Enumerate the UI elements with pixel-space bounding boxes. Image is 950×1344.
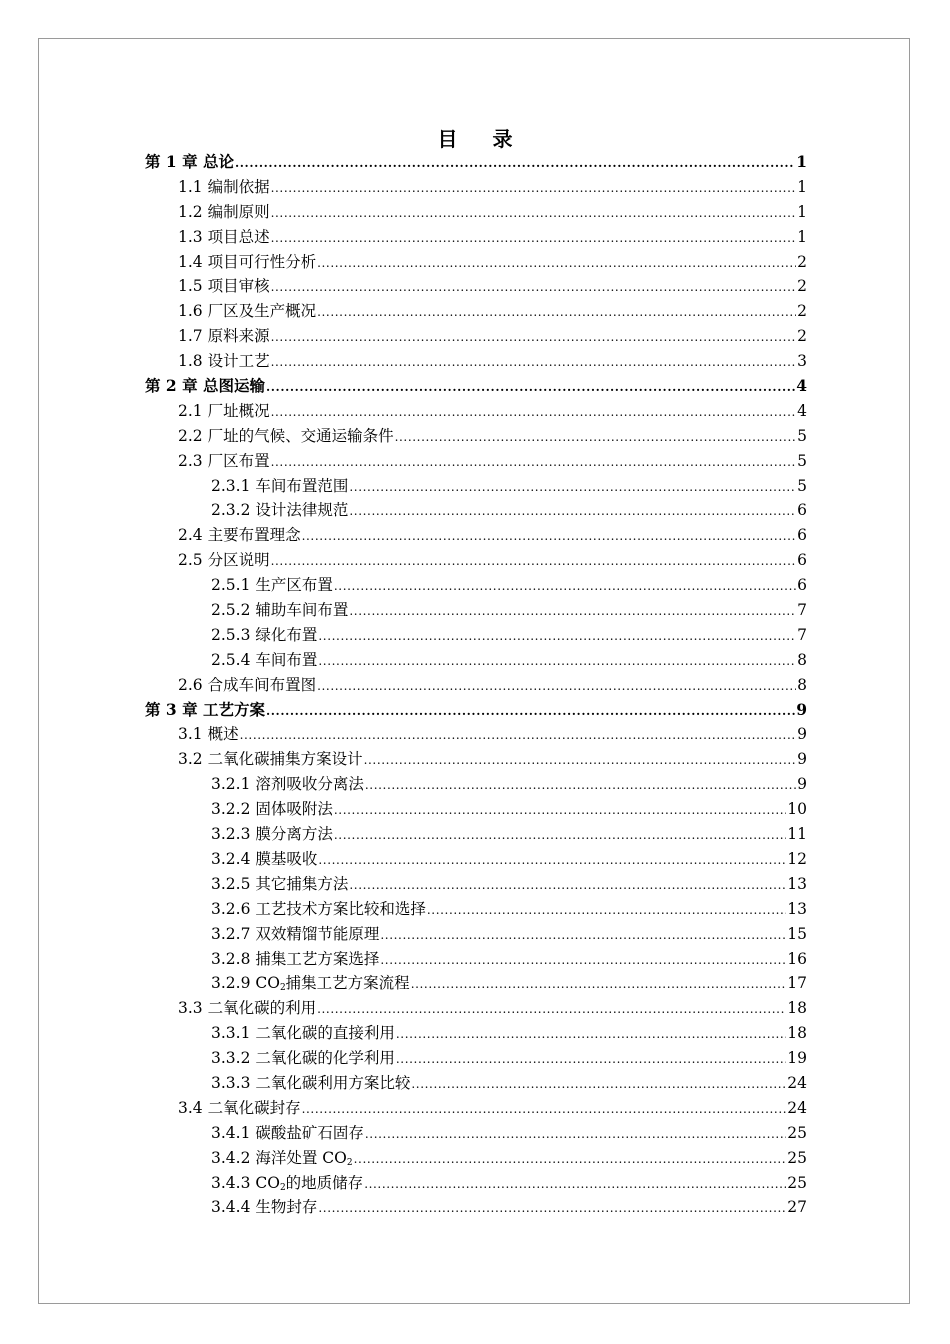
toc-leader-dots: [318, 853, 786, 867]
toc-leader-dots: [318, 629, 796, 643]
toc-entry-label: 第 1 章 总论: [145, 152, 234, 171]
toc-entry[interactable]: [145, 349, 807, 374]
toc-entry-page: 4: [797, 401, 807, 420]
toc-entry[interactable]: [145, 324, 807, 349]
toc-entry[interactable]: [145, 449, 807, 474]
toc-entry[interactable]: [145, 1171, 807, 1196]
toc-entry-page: 27: [787, 1198, 807, 1217]
toc-entry-label: 3.1 概述: [178, 725, 239, 744]
toc-entry[interactable]: [145, 175, 807, 200]
toc-entry-label: 1.8 设计工艺: [178, 352, 270, 371]
toc-entry-page: 1: [797, 202, 807, 221]
toc-entry-label: 3.4 二氧化碳封存: [178, 1098, 301, 1117]
toc-entry-page: 9: [796, 699, 807, 719]
toc-entry-page: 1: [796, 152, 807, 171]
toc-entry-page: 17: [787, 974, 807, 993]
toc-entry[interactable]: [145, 548, 807, 573]
toc-entry-page: 25: [787, 1173, 807, 1192]
toc-leader-dots: [349, 878, 786, 892]
toc-entry-label: 3.2.9 $CO_2$捕集工艺方案流程: [211, 974, 410, 994]
toc-leader-dots: [271, 280, 797, 294]
toc-entry-page: 8: [797, 675, 807, 694]
toc-entry-label: 3.2.7 双效精馏节能原理: [211, 924, 380, 943]
toc-entry[interactable]: [145, 200, 807, 225]
toc-leader-dots: [365, 778, 796, 792]
toc-leader-dots: [364, 1177, 786, 1191]
toc-entry-label: 3.3.2 二氧化碳的化学利用: [211, 1049, 395, 1068]
toc-entry[interactable]: [145, 474, 807, 499]
toc-entry[interactable]: [145, 872, 807, 897]
toc-entry-label: 3.4.1 碳酸盐矿石固存: [211, 1123, 364, 1142]
toc-entry[interactable]: [145, 498, 807, 523]
toc-entry-label: 2.5.2 辅助车间布置: [211, 601, 349, 620]
toc-entry-label: 3.2.5 其它捕集方法: [211, 874, 349, 893]
toc-entry-label: 1.5 项目审核: [178, 277, 270, 296]
toc-entry[interactable]: [145, 747, 807, 772]
toc-entry[interactable]: [145, 1195, 807, 1220]
toc-entry-label: 2.3.2 设计法律规范: [211, 501, 349, 520]
toc-leader-dots: [334, 828, 786, 842]
toc-entry-label: 1.7 原料来源: [178, 327, 270, 346]
toc-entry-label: 2.5.3 绿化布置: [211, 625, 318, 644]
toc-entry-page: 2: [797, 277, 807, 296]
toc-entry-page: 4: [796, 376, 807, 396]
toc-entry-page: 25: [787, 1148, 807, 1167]
toc-entry[interactable]: [145, 225, 807, 250]
toc-entry-label: 3.2 二氧化碳捕集方案设计: [178, 750, 363, 769]
toc-entry-page: 6: [797, 551, 807, 570]
toc-entry[interactable]: [145, 698, 807, 723]
toc-leader-dots: [411, 1077, 786, 1091]
toc-leader-dots: [318, 1201, 786, 1215]
toc-entry-label: 3.2.6 工艺技术方案比较和选择: [211, 899, 426, 918]
toc-leader-dots: [349, 480, 796, 494]
toc-entry-label: 2.3 厂区布置: [178, 451, 270, 470]
toc-entry-label: 3.2.1 溶剂吸收分离法: [211, 775, 364, 794]
toc-leader-dots: [318, 654, 796, 668]
toc-entry[interactable]: [145, 274, 807, 299]
toc-entry[interactable]: [145, 1021, 807, 1046]
toc-entry-page: 9: [797, 750, 807, 769]
toc-entry-page: 2: [797, 252, 807, 271]
toc-entry-page: 18: [787, 999, 807, 1018]
toc-entry[interactable]: [145, 374, 807, 399]
toc-entry-page: 6: [797, 526, 807, 545]
toc-entry-label: 3.2.3 膜分离方法: [211, 825, 333, 844]
toc-entry[interactable]: [145, 299, 807, 324]
toc-entry-page: 12: [787, 849, 807, 868]
toc-leader-dots: [317, 256, 796, 270]
toc-leader-dots: [240, 728, 797, 742]
toc-entry-page: 24: [787, 1073, 807, 1092]
toc-entry[interactable]: [145, 847, 807, 872]
toc-entry[interactable]: [145, 399, 807, 424]
toc-entry-page: 5: [797, 426, 807, 445]
toc-entry[interactable]: [145, 996, 807, 1021]
toc-entry-page: 16: [787, 949, 807, 968]
toc-leader-dots: [266, 380, 795, 394]
toc-entry-label: 2.3.1 车间布置范围: [211, 476, 349, 495]
toc-entry-page: 9: [797, 725, 807, 744]
toc-leader-dots: [271, 330, 797, 344]
toc-leader-dots: [271, 554, 797, 568]
toc-entry-page: 1: [797, 227, 807, 246]
toc-entry-page: 3: [797, 352, 807, 371]
toc-entry-page: 9: [797, 775, 807, 794]
toc-entry[interactable]: [145, 971, 807, 996]
toc-entry-label: 3.3.3 二氧化碳利用方案比较: [211, 1073, 411, 1092]
toc-entry-page: 5: [797, 476, 807, 495]
toc-leader-dots: [396, 1052, 786, 1066]
toc-entry-label: 3.2.4 膜基吸收: [211, 849, 318, 868]
toc-entry-page: 19: [787, 1049, 807, 1068]
toc-leader-dots: [395, 430, 797, 444]
toc-entry-page: 18: [787, 1024, 807, 1043]
toc-leader-dots: [271, 355, 797, 369]
toc-entry[interactable]: [145, 1071, 807, 1096]
toc-entry[interactable]: [145, 772, 807, 797]
toc-leader-dots: [334, 579, 796, 593]
toc-entry-page: 13: [787, 899, 807, 918]
toc-leader-dots: [317, 305, 796, 319]
toc-entry-page: 10: [787, 800, 807, 819]
toc-entry-label: 2.6 合成车间布置图: [178, 675, 317, 694]
toc-leader-dots: [302, 529, 797, 543]
toc-entry-label: 1.4 项目可行性分析: [178, 252, 317, 271]
toc-entry-page: 25: [787, 1123, 807, 1142]
toc-entry-page: 7: [797, 625, 807, 644]
toc-entry-page: 8: [797, 650, 807, 669]
toc-leader-dots: [396, 1027, 786, 1041]
toc-entry-label: 3.3.1 二氧化碳的直接利用: [211, 1024, 395, 1043]
toc-leader-dots: [271, 455, 797, 469]
toc-leader-dots: [317, 679, 796, 693]
toc-leader-dots: [302, 1102, 787, 1116]
toc-leader-dots: [427, 903, 786, 917]
toc-entry-page: 13: [787, 874, 807, 893]
toc-entry[interactable]: [145, 673, 807, 698]
toc-leader-dots: [271, 181, 797, 195]
toc-entry[interactable]: [145, 250, 807, 275]
toc-entry[interactable]: [145, 797, 807, 822]
toc-leader-dots: [271, 231, 797, 245]
toc-entry[interactable]: [145, 424, 807, 449]
toc-leader-dots: [271, 206, 797, 220]
toc-entry-page: 5: [797, 451, 807, 470]
toc-entry-label: 第 3 章 工艺方案: [145, 699, 265, 719]
toc-entry[interactable]: [145, 648, 807, 673]
toc-entry[interactable]: [145, 897, 807, 922]
toc-entry-label: 3.3 二氧化碳的利用: [178, 999, 317, 1018]
toc-entry-label: 1.6 厂区及生产概况: [178, 302, 317, 321]
toc-entry-label: 3.4.3 $CO_2$的地质储存: [211, 1173, 364, 1193]
toc-entry-page: 1: [797, 177, 807, 196]
toc-leader-dots: [271, 405, 797, 419]
toc-entry-page: 6: [797, 501, 807, 520]
toc-entry[interactable]: [145, 623, 807, 648]
toc-leader-dots: [354, 1152, 787, 1166]
toc-entry-label: 2.4 主要布置理念: [178, 526, 301, 545]
toc-entry[interactable]: [145, 1121, 807, 1146]
toc-entry-page: 15: [787, 924, 807, 943]
toc-entry-page: 2: [797, 327, 807, 346]
toc-entry[interactable]: [145, 150, 807, 175]
toc-entry[interactable]: [145, 523, 807, 548]
toc-entry[interactable]: [145, 1046, 807, 1071]
toc-leader-dots: [364, 753, 797, 767]
toc-entry[interactable]: [145, 822, 807, 847]
toc-leader-dots: [380, 928, 786, 942]
toc-entry-label: 1.1 编制依据: [178, 177, 270, 196]
toc-entry[interactable]: [145, 922, 807, 947]
toc-entry-label: 3.2.2 固体吸附法: [211, 800, 333, 819]
toc-leader-dots: [266, 704, 795, 718]
toc-leader-dots: [365, 1127, 786, 1141]
toc-entry[interactable]: [145, 598, 807, 623]
toc-leader-dots: [235, 156, 795, 170]
toc-leader-dots: [317, 1002, 786, 1016]
toc-leader-dots: [334, 803, 786, 817]
toc-entry-label: 3.2.8 捕集工艺方案选择: [211, 949, 380, 968]
table-of-contents: [145, 150, 807, 1220]
toc-entry-label: 2.5 分区说明: [178, 551, 270, 570]
toc-entry-label: 1.2 编制原则: [178, 202, 270, 221]
toc-leader-dots: [349, 604, 796, 618]
toc-entry-page: 7: [797, 601, 807, 620]
toc-title: 目 录: [437, 127, 527, 151]
toc-entry-label: 2.2 厂址的气候、交通运输条件: [178, 426, 394, 445]
toc-entry-label: 2.5.4 车间布置: [211, 650, 318, 669]
toc-entry-page: 2: [797, 302, 807, 321]
toc-entry[interactable]: [145, 1146, 807, 1171]
toc-entry[interactable]: [145, 573, 807, 598]
toc-entry-label: 第 2 章 总图运输: [145, 376, 265, 396]
toc-entry-label: 2.5.1 生产区布置: [211, 576, 333, 595]
toc-entry-label: 3.4.2 海洋处置 $CO_2$: [211, 1148, 353, 1168]
toc-leader-dots: [349, 504, 796, 518]
toc-entry[interactable]: [145, 947, 807, 972]
toc-entry-page: 11: [787, 825, 807, 844]
toc-entry-page: 24: [787, 1098, 807, 1117]
toc-entry-page: 6: [797, 576, 807, 595]
toc-entry[interactable]: [145, 1096, 807, 1121]
toc-entry-label: 1.3 项目总述: [178, 227, 270, 246]
toc-leader-dots: [380, 953, 786, 967]
toc-entry-label: 2.1 厂址概况: [178, 401, 270, 420]
toc-leader-dots: [411, 977, 787, 991]
toc-entry[interactable]: [145, 722, 807, 747]
toc-entry-label: 3.4.4 生物封存: [211, 1198, 318, 1217]
